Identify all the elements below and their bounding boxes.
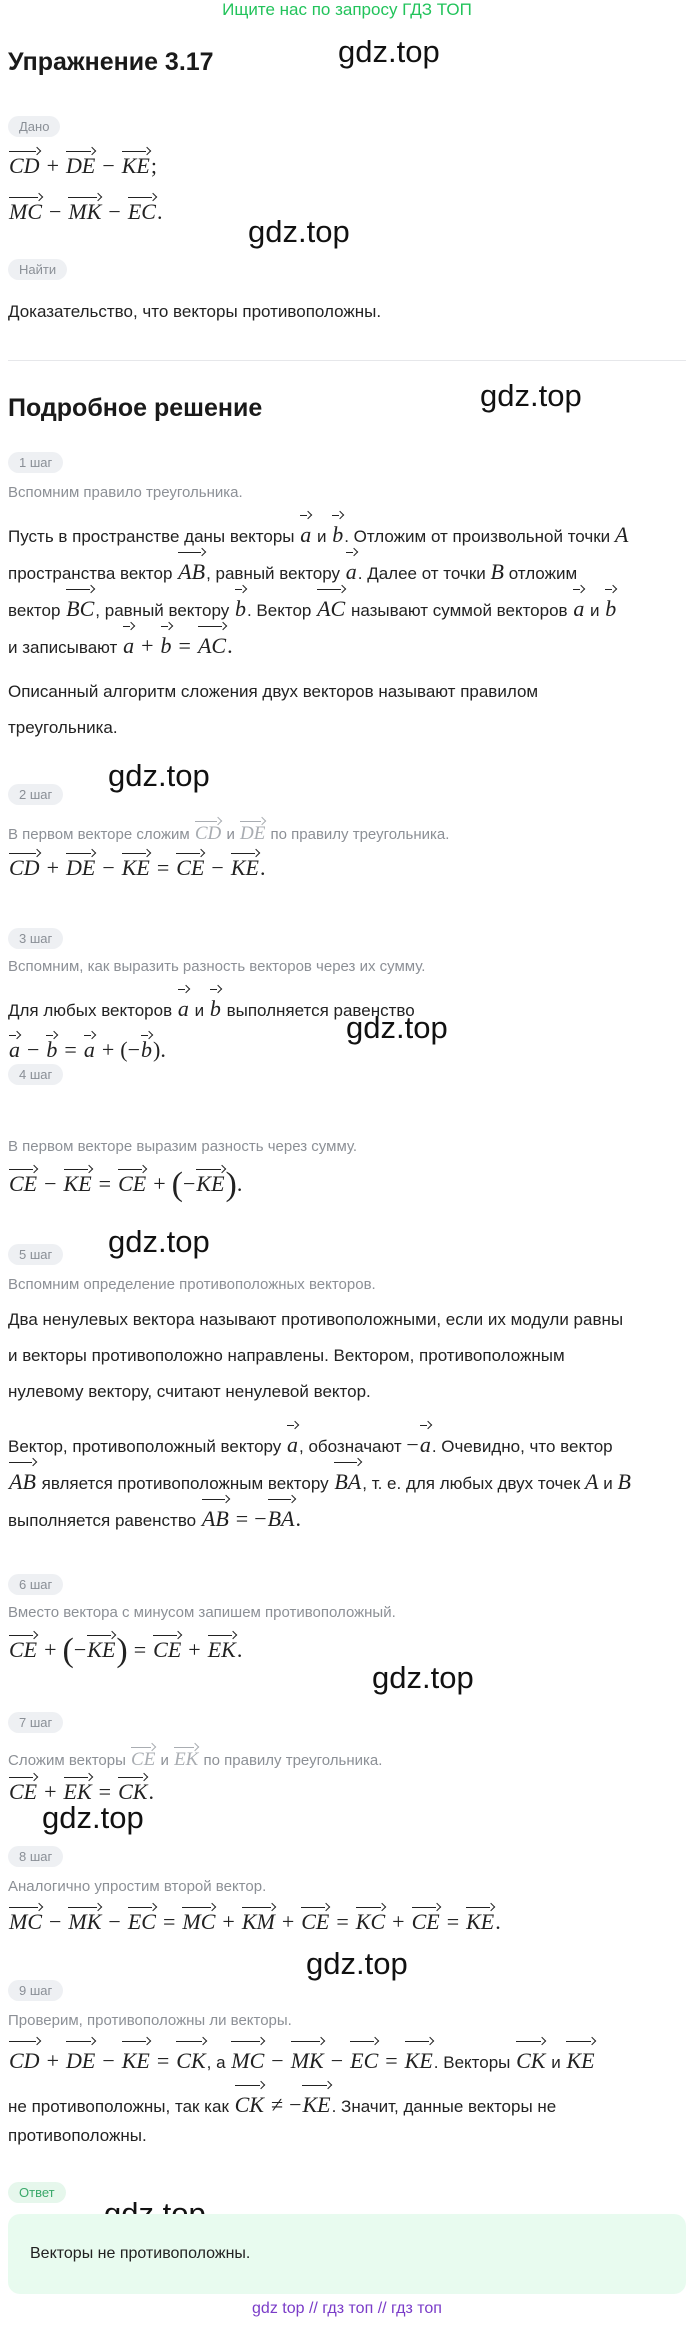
step-chip: 4 шаг: [8, 1064, 63, 1085]
top-banner[interactable]: Ищите нас по запросу ГДЗ ТОП: [222, 0, 472, 19]
step-chip: 9 шаг: [8, 1980, 63, 2001]
given-chip: Дано: [8, 116, 60, 137]
step-paragraph: не противоположны, так как CK ≠ −KE. Значит, данные векторы не: [8, 2080, 694, 2125]
step-formula: CE + EK = CK.: [8, 1772, 154, 1805]
step-paragraph: AB является противоположным вектору BA, т. е. для любых двух точек A и B: [8, 1457, 694, 1502]
find-text: Доказательство, что векторы противоположны.: [8, 302, 382, 321]
step-paragraph: CD + DE − KE = CK, а MC − MK − EC = KE. Векторы CK и KE: [8, 2036, 694, 2081]
step-note: Вместо вектора с минусом запишем противоположный.: [8, 1604, 396, 1621]
find-chip: Найти: [8, 259, 67, 280]
given-formula-1: CD + DE − KE;: [8, 146, 157, 179]
step-paragraph: выполняется равенство AB = −BA.: [8, 1494, 301, 1539]
step-note: Вспомним правило треугольника.: [8, 484, 243, 501]
step-paragraph: треугольника.: [8, 718, 118, 737]
step-note: Сложим векторы CE и EK по правилу треугольника.: [8, 1742, 382, 1771]
step-chip: 7 шаг: [8, 1712, 63, 1733]
answer-text: Векторы не противоположны.: [30, 2245, 251, 2262]
watermark: gdz.top: [346, 1010, 448, 1045]
step-note: В первом векторе сложим CD и DE по правилу треугольника.: [8, 816, 449, 845]
step-paragraph: Вектор, противоположный вектору a, обозначают −a. Очевидно, что вектор: [8, 1420, 694, 1465]
step-formula: CD + DE − KE = CE − KE.: [8, 848, 265, 881]
watermark: gdz.top: [338, 34, 440, 69]
step-note: В первом векторе выразим разность через сумму.: [8, 1138, 358, 1155]
step-paragraph: Описанный алгоритм сложения двух векторов называют правилом: [8, 682, 539, 701]
step-paragraph: вектор BC, равный вектору b. Вектор AC называют суммой векторов a и b: [8, 584, 694, 629]
answer-chip: Ответ: [8, 2182, 66, 2203]
step-paragraph: противоположны.: [8, 2126, 147, 2145]
watermark: gdz.top: [480, 378, 582, 413]
step-note: Вспомним, как выразить разность векторов через их сумму.: [8, 958, 426, 975]
step-formula: MC − MK − EC = MC + KM + CE = KC + CE = KE.: [8, 1902, 501, 1935]
step-paragraph: и записывают a + b = AC.: [8, 621, 233, 666]
step-chip: 6 шаг: [8, 1574, 63, 1595]
step-chip: 2 шаг: [8, 784, 63, 805]
divider: [8, 360, 686, 361]
step-chip: 5 шаг: [8, 1244, 63, 1265]
step-paragraph: пространства вектор AB, равный вектору a. Далее от точки B отложим: [8, 547, 694, 592]
step-chip: 1 шаг: [8, 452, 63, 473]
solution-title: Подробное решение: [8, 394, 263, 422]
step-paragraph: Пусть в пространстве даны векторы a и b. Отложим от произвольной точки A: [8, 510, 694, 555]
step-formula: CE + (−KE) = CE + EK.: [9, 1632, 243, 1669]
step-note: Аналогично упростим второй вектор.: [8, 1878, 267, 1895]
step-paragraph: и векторы противоположно направлены. Вектором, противоположным: [8, 1346, 565, 1365]
step-formula: CE − KE = CE + (−KE).: [9, 1166, 243, 1203]
step-paragraph: нулевому вектору, считают ненулевой вектор.: [8, 1382, 371, 1401]
footer-links[interactable]: gdz top // гдз топ // гдз топ: [252, 2300, 442, 2317]
watermark: gdz.top: [108, 1224, 210, 1259]
step-chip: 8 шаг: [8, 1846, 63, 1867]
watermark: gdz.top: [108, 758, 210, 793]
watermark: gdz.top: [306, 1946, 408, 1981]
watermark: gdz.top: [372, 1660, 474, 1695]
watermark: gdz.top: [248, 214, 350, 249]
step-note: Проверим, противоположны ли векторы.: [8, 2012, 292, 2029]
given-formula-2: MC − MK − EC.: [8, 192, 162, 225]
page-title: Упражнение 3.17: [8, 48, 214, 76]
step-note: Вспомним определение противоположных векторов.: [8, 1276, 376, 1293]
step-formula: a − b = a + (−b).: [8, 1030, 166, 1063]
step-chip: 3 шаг: [8, 928, 63, 949]
watermark: gdz.top: [42, 1800, 144, 1835]
step-paragraph: Два ненулевых вектора называют противоположными, если их модули равны: [8, 1310, 624, 1329]
step-paragraph: Для любых векторов a и b выполняется равенство: [8, 984, 415, 1029]
